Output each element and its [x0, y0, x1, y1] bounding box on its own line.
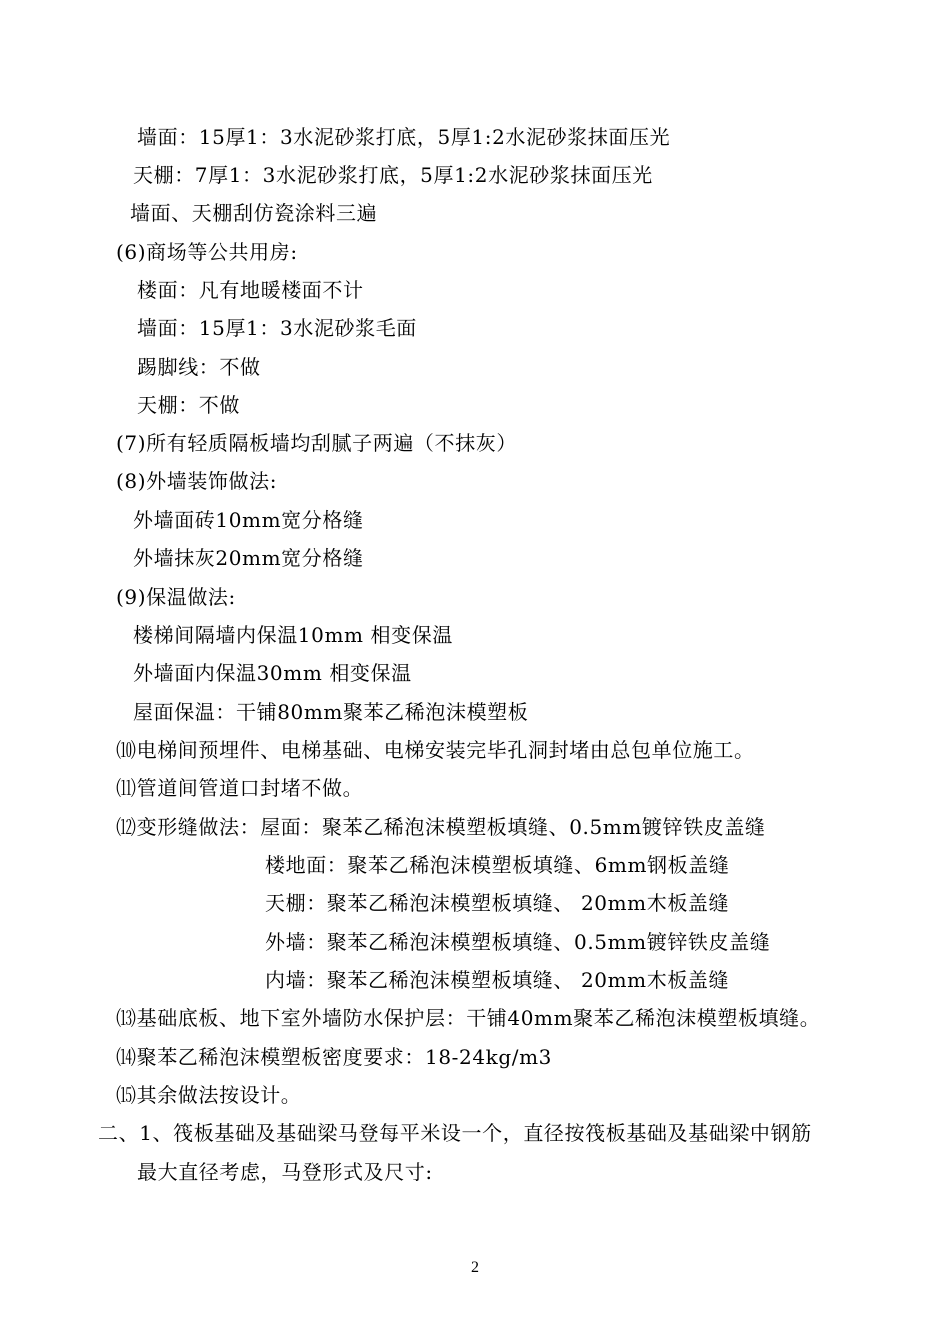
text-line: ⒂其余做法按设计。: [116, 1083, 302, 1107]
text-line: 天棚：7厚1：3水泥砂浆打底，5厚1:2水泥砂浆抹面压光: [133, 163, 653, 187]
text-line: 屋面保温：干铺80mm聚苯乙稀泡沫模塑板: [133, 700, 529, 724]
text-line: (7)所有轻质隔板墙均刮腻子两遍（不抹灰）: [116, 431, 517, 455]
text-line: 外墙面砖10mm宽分格缝: [133, 508, 364, 532]
text-line: 楼地面：聚苯乙稀泡沫模塑板填缝、6mm钢板盖缝: [265, 853, 730, 877]
text-line: (8)外墙装饰做法:: [116, 469, 278, 493]
text-line: 墙面、天棚刮仿瓷涂料三遍: [130, 201, 378, 225]
text-line: ⑾管道间管道口封堵不做。: [116, 776, 364, 800]
text-line: 墙面：15厚1：3水泥砂浆毛面: [137, 316, 417, 340]
text-line: 外墙抹灰20mm宽分格缝: [133, 546, 364, 570]
text-line: (9)保温做法:: [116, 585, 236, 609]
text-line: 墙面：15厚1：3水泥砂浆打底，5厚1:2水泥砂浆抹面压光: [137, 125, 671, 149]
page-number: 2: [471, 1259, 479, 1276]
text-line: ⒀基础底板、地下室外墙防水保护层：干铺40mm聚苯乙稀泡沫模塑板填缝。: [116, 1006, 821, 1030]
text-line: 内墙：聚苯乙稀泡沫模塑板填缝、 20mm木板盖缝: [265, 968, 730, 992]
text-line: 踢脚线：不做: [137, 355, 261, 379]
text-line: 天棚：聚苯乙稀泡沫模塑板填缝、 20mm木板盖缝: [265, 891, 730, 915]
text-line: 天棚：不做: [137, 393, 240, 417]
text-line: 楼梯间隔墙内保温10mm 相变保温: [133, 623, 453, 647]
text-line: 最大直径考虑，马登形式及尺寸:: [137, 1160, 433, 1184]
text-line: 二、1、筏板基础及基础梁马登每平米设一个，直径按筏板基础及基础梁中钢筋: [98, 1121, 812, 1145]
text-line: 外墙面内保温30mm 相变保温: [133, 661, 412, 685]
text-line: (6)商场等公共用房:: [116, 240, 298, 264]
text-line: ⒁聚苯乙稀泡沫模塑板密度要求：18-24kg/m3: [116, 1045, 553, 1069]
text-line: 外墙：聚苯乙稀泡沫模塑板填缝、0.5mm镀锌铁皮盖缝: [265, 930, 771, 954]
text-line: ⑿变形缝做法：屋面：聚苯乙稀泡沫模塑板填缝、0.5mm镀锌铁皮盖缝: [116, 815, 766, 839]
text-line: 楼面：凡有地暖楼面不计: [137, 278, 364, 302]
text-line: ⑽电梯间预埋件、电梯基础、电梯安装完毕孔洞封堵由总包单位施工。: [116, 738, 755, 762]
